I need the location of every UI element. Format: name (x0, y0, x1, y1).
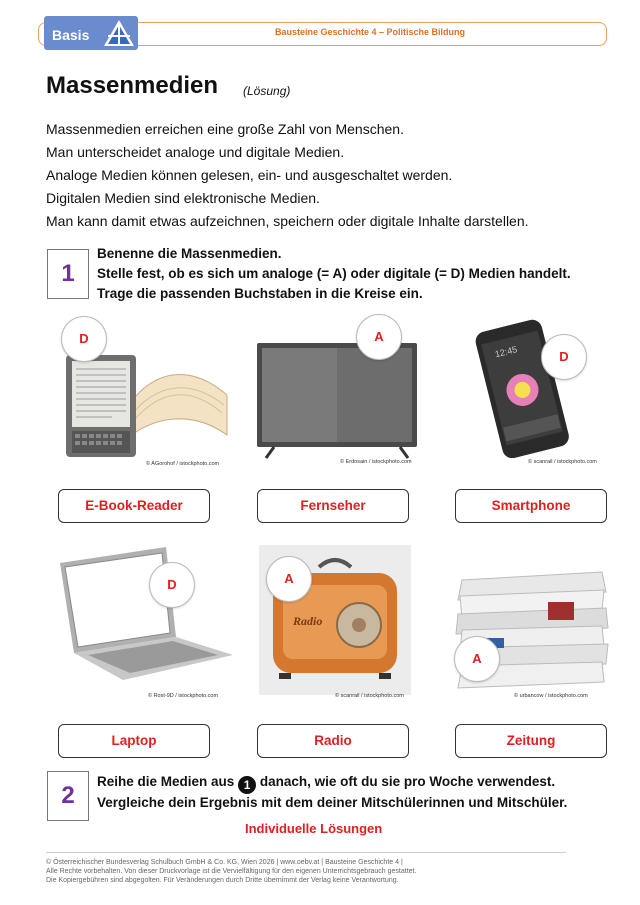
label-laptop[interactable]: Laptop (58, 724, 210, 758)
task2-instruction (97, 774, 555, 794)
task-number-2: 2 (47, 771, 89, 821)
task-number-1: 1 (47, 249, 89, 299)
image-credit: © scanrail / istockphoto.com (335, 693, 404, 699)
task2-instruction: Vergleiche dein Ergebnis mit dem deiner Mitschülerinnen und Mitschüler. (97, 795, 568, 810)
label-radio[interactable]: Radio (257, 724, 409, 758)
page-subtitle: (Lösung) (243, 84, 291, 98)
image-credit: © Rost-9D / istockphoto.com (148, 693, 219, 699)
answer-circle-zeitung[interactable]: A (454, 636, 500, 682)
smartphone-image (452, 318, 632, 458)
task2-text-after: danach, wie oft du sie pro Woche verwendest. (259, 774, 556, 789)
answer-circle-tv[interactable]: A (356, 314, 402, 360)
footer-divider (46, 852, 566, 853)
answer-circle-ebook[interactable]: D (61, 316, 107, 362)
image-credit: © scanrail / istockphoto.com (528, 459, 597, 465)
tv-image (252, 325, 432, 465)
intro-line: Man kann damit etwas aufzeichnen, speichern oder digitale Inhalte darstellen. (46, 213, 529, 229)
svg-text:12:45: 12:45 (493, 344, 519, 360)
label-ebook-reader[interactable]: E-Book-Reader (58, 489, 210, 523)
intro-line: Man unterscheidet analoge und digitale Medien. (46, 144, 345, 160)
task1-instruction: Stelle fest, ob es sich um analoge (= A) oder digitale (= D) Medien handelt. (97, 266, 571, 281)
intro-line: Digitalen Medien sind elektronische Medien. (46, 190, 320, 206)
intro-line: Analoge Medien können gelesen, ein- und ausgeschaltet werden. (46, 167, 453, 183)
page-title: Massenmedien (46, 72, 219, 99)
svg-text:Radio: Radio (293, 614, 323, 628)
footer-line: © Österreichischer Bundesverlag Schulbuch GmbH & Co. KG, Wien 2026 | www.oebv.at | Bausteine Geschichte 4 | (46, 859, 403, 866)
label-fernseher[interactable]: Fernseher (257, 489, 409, 523)
task1-instruction: Benenne die Massenmedien. (97, 246, 282, 261)
basis-logo (44, 16, 140, 52)
image-credit: © AGorohof / istockphoto.com (146, 461, 220, 467)
answer-circle-radio[interactable]: A (266, 556, 312, 602)
answer-circle-smartphone[interactable]: D (541, 334, 587, 380)
label-zeitung[interactable]: Zeitung (455, 724, 607, 758)
image-credit: © Erdosain / istockphoto.com (340, 459, 412, 465)
footer-line: Die Kopiergebühren sind abgegolten. Für Veränderungen durch Dritte übernimmt der Verlag keine Verantwortung. (46, 877, 399, 884)
smartphone-icon (452, 318, 632, 458)
footer-line: Alle Rechte vorbehalten. Von dieser Druckvorlage ist die Vervielfältigung für den eigenen Unterrichtsgebrauch gestattet. (46, 868, 417, 875)
triangle-icon (102, 18, 136, 48)
laptop-icon (48, 545, 238, 695)
task2-text-before: Reihe die Medien aus (97, 774, 235, 789)
answer-circle-laptop[interactable]: D (149, 562, 195, 608)
intro-line: Massenmedien erreichen eine große Zahl von Menschen. (46, 121, 404, 137)
header-title: Bausteine Geschichte 4 – Politische Bildung (274, 27, 466, 37)
logo-text: Basis (52, 27, 90, 43)
solution-text: Individuelle Lösungen (245, 821, 383, 836)
label-smartphone[interactable]: Smartphone (455, 489, 607, 523)
laptop-image (48, 545, 228, 685)
task-reference-badge: 1 (238, 776, 256, 794)
task1-instruction: Trage die passenden Buchstaben in die Kreise ein. (97, 286, 423, 301)
tv-icon (252, 325, 432, 465)
image-credit: © urbancow / istockphoto.com (514, 693, 588, 699)
